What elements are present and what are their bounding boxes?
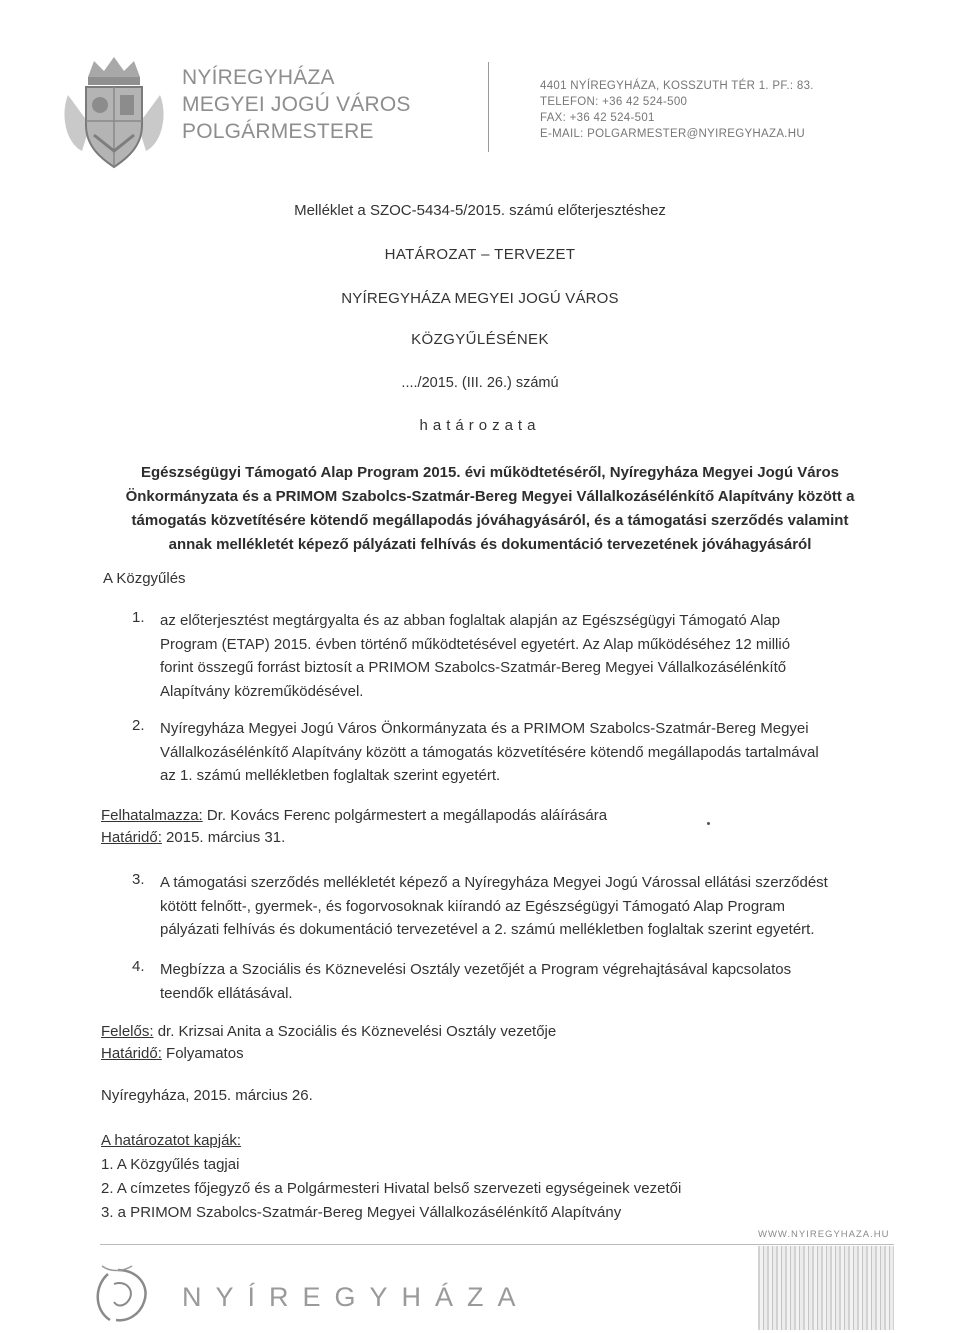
recipients-label xyxy=(101,1129,681,1153)
city-logo-icon xyxy=(88,1262,158,1328)
item-line: Megbízza a Szociális és Köznevelési Osztály vezetőjét a Program végrehajtásával kapcsolatos xyxy=(160,961,792,978)
deadline-line xyxy=(101,827,607,849)
issuer-title xyxy=(182,64,411,145)
authorized-value: Dr. Kovács Ferenc polgármestert a megállapodás aláírására xyxy=(202,807,608,824)
city-coat-of-arms-icon xyxy=(60,55,168,173)
recipient-item: 2. A címzetes főjegyző és a Polgármesteri Hivatal belső szervezeti egységeinek vezetői xyxy=(101,1180,682,1197)
assembly-label: A Közgyűlés xyxy=(103,570,186,587)
item-text xyxy=(160,609,874,703)
item-text xyxy=(160,717,874,788)
issuer-title-line: POLGÁRMESTERE xyxy=(182,120,374,143)
attachment-note: Melléklet a SZOC-5434-5/2015. számú előterjesztéshez xyxy=(294,202,666,219)
contact-address: 4401 NYÍREGYHÁZA, KOSSZUTH TÉR 1. PF.: 83. xyxy=(540,80,814,92)
item-text xyxy=(160,958,874,1005)
deadline-value: 2015. március 31. xyxy=(161,829,286,846)
item-line: Vállalkozásélénkítő Alapítvány között a támogatás közvetítésére kötendő megállapodás tartalmával xyxy=(160,743,819,761)
subject-line: annak mellékletét képező pályázati felhívás és dokumentáció tervezetének jóváhagyásáról xyxy=(168,536,812,553)
subject-line: támogatás közvetítésére kötendő megállapodás jóváhagyásáról, és a támogatási szerződés valamint xyxy=(131,512,849,529)
recipient-item: 3. a PRIMOM Szabolcs-Szatmár-Bereg Megyei Vállalkozásélénkítő Alapítvány xyxy=(101,1204,622,1221)
recipients-block xyxy=(101,1129,681,1225)
resolution-word: határozata xyxy=(419,417,541,434)
item-line: az 1. számú mellékletben foglaltak szerint egyetért. xyxy=(160,767,501,784)
contact-fax: FAX: +36 42 524-501 xyxy=(540,112,655,124)
authorized-line xyxy=(101,805,607,827)
footer-divider xyxy=(100,1244,894,1245)
item-line: teendők ellátásával. xyxy=(160,984,293,1002)
document-title: HATÁROZAT – TERVEZET xyxy=(384,246,576,263)
item-line: A támogatási szerződés mellékletét képező a Nyíregyháza Megyei Jogú Várossal ellátási szerződést xyxy=(160,874,828,891)
subject-line: Egészségügyi Támogató Alap Program 2015. évi működtetéséről, Nyíregyháza Megyei Jogú Város xyxy=(140,464,839,481)
stray-dot xyxy=(707,822,710,825)
item-line: az előterjesztést megtárgyalta és az abban foglaltak alapján az Egészségügyi Támogató Alap xyxy=(160,612,781,629)
recipients-label-text: A határozatot kapják: xyxy=(101,1132,242,1149)
deadline-label: Határidő: xyxy=(101,1045,162,1062)
item-number: 1. xyxy=(132,609,145,626)
authorized-label: Felhatalmazza: xyxy=(101,807,203,824)
resolution-subject xyxy=(100,461,880,557)
item-line: Program (ETAP) 2015. évben történő működtetésével egyetért. Az Alap működéséhez 12 millió xyxy=(160,635,791,653)
footer-url: WWW.NYIREGYHAZA.HU xyxy=(758,1229,890,1240)
responsible-value: dr. Krizsai Anita a Szociális és Köznevelési Osztály vezetője xyxy=(153,1023,557,1040)
recipient-item: 1. A Közgyűlés tagjai xyxy=(101,1156,240,1173)
item-number: 2. xyxy=(132,717,145,734)
document-city: NYÍREGYHÁZA MEGYEI JOGÚ VÁROS xyxy=(341,290,619,307)
item-line: kötött felnőtt-, gyermek-, és fogorvosoknak kiírandó az Egészségügyi Támogató Alap Program xyxy=(160,897,786,915)
contact-block xyxy=(540,78,814,142)
header-divider xyxy=(488,62,489,152)
place-and-date: Nyíregyháza, 2015. március 26. xyxy=(101,1087,313,1104)
issuer-title-line: NYÍREGYHÁZA xyxy=(182,66,335,89)
item-line: Alapítvány közreműködésével. xyxy=(160,682,364,700)
item-line: forint összegű forrást biztosít a PRIMOM Szabolcs-Szatmár-Bereg Megyei Vállalkozásélénkítő xyxy=(160,659,787,676)
responsible-line xyxy=(101,1021,556,1043)
contact-email: E-MAIL: POLGARMESTER@NYIREGYHAZA.HU xyxy=(540,128,805,140)
deadline-line xyxy=(101,1043,556,1065)
item-text xyxy=(160,871,874,942)
item-number: 3. xyxy=(132,871,145,888)
responsible-label: Felelős: xyxy=(101,1023,154,1040)
deadline-label: Határidő: xyxy=(101,829,162,846)
item-line: pályázati felhívás és dokumentáció tervezetével a 2. számú mellékletben foglaltak szerint egyetért. xyxy=(160,921,815,938)
deadline-value: Folyamatos xyxy=(161,1045,244,1062)
document-assembly: KÖZGYŰLÉSÉNEK xyxy=(411,331,549,348)
item-line: Nyíregyháza Megyei Jogú Város Önkormányzata és a PRIMOM Szabolcs-Szatmár-Bereg Megyei xyxy=(160,720,809,737)
footer-brand: NYÍREGYHÁZA xyxy=(182,1282,530,1312)
issuer-title-line: MEGYEI JOGÚ VÁROS xyxy=(182,93,411,116)
responsibility-block xyxy=(101,1021,556,1065)
contact-phone: TELEFON: +36 42 524-500 xyxy=(540,96,688,108)
resolution-number: ..../2015. (III. 26.) számú xyxy=(401,375,559,391)
subject-line: Önkormányzata és a PRIMOM Szabolcs-Szatmár-Bereg Megyei Vállalkozásélénkítő Alapítvány között a xyxy=(125,488,855,505)
barcode-graphic xyxy=(758,1246,894,1330)
item-number: 4. xyxy=(132,958,145,975)
authorization-block xyxy=(101,805,607,849)
